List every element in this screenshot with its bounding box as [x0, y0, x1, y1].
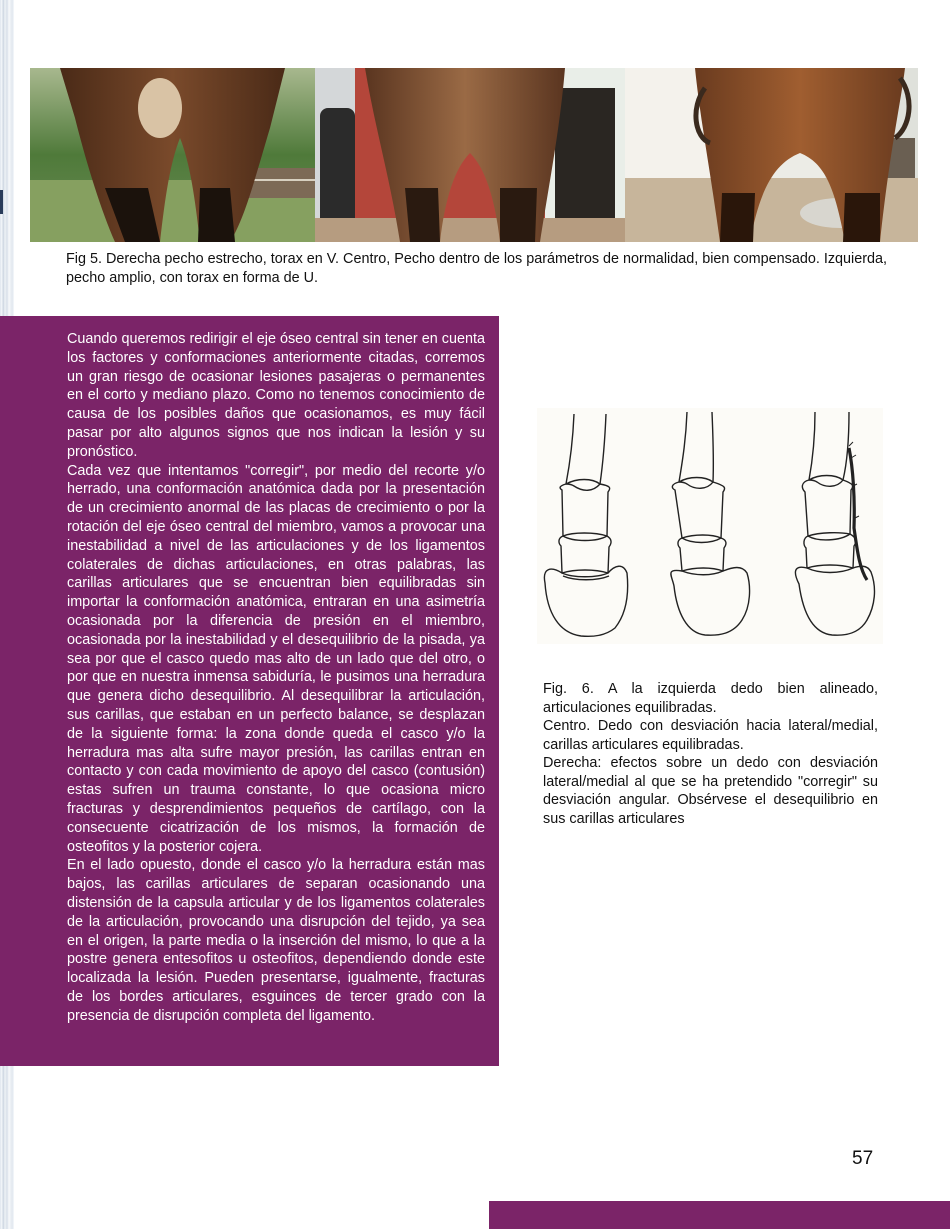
figure-5-caption: Fig 5. Derecha pecho estrecho, torax en V. Centro, Pecho dentro de los parámetros de normalidad, bien compensado. Izquierda, pecho amplio, con torax en forma de U. — [66, 251, 888, 286]
figure-6-caption-line: Fig. 6. A la izquierda dedo bien alineado, articulaciones equilibradas. — [543, 681, 878, 716]
body-paragraph: Cada vez que intentamos "corregir", por medio del recorte y/o herrado, una conformación anatómica dada por la presentación de un crecimiento anormal de las placas de crecimiento o por la rotación del eje óseo central del miembro, vamos a provocar una inestabilidad a nivel de las articulaciones y de los ligamentos colaterales de dichas articulaciones, en otras palabras, las carillas articulares que se encuentran bien equilibradas sin importar la conformación anatómica, entraran en una asimetría ocasionada por la diferencia de presión en el miembro, ocasionada por la inestabilidad y el desequilibrio de la pisada, ya sea por que el casco quedo mas alto de un lado que del otro, o por que en nuestra inmensa sabiduría, le pusimos una herradura que genera dicho desequilibrio. Al desequilibrar la articulación, sus carillas, que estaban en un perfecto balance, se desplazan de la siguiente forma: la zona donde queda el casco y/o la herradura mas alta sufre mayor presión, las carillas entran en contacto y con cada movimiento de apoyo del casco (contusión) estas sufren un trauma constante, lo que ocasiona micro fracturas y desprendimientos pequeños de cartílago, con la consecuente cicatrización de los mismos, la formación de osteofitos y la posterior cojera. — [67, 462, 485, 855]
figure-5-photo-strip — [30, 68, 918, 242]
spine-mark — [0, 190, 3, 214]
figure-6-caption-line: Centro. Dedo con desviación hacia lateral/medial, carillas articulares equilibradas. — [543, 718, 878, 753]
wide-chest-photo — [625, 68, 918, 242]
figure-6-caption — [543, 680, 878, 828]
figure-6-diagram — [537, 408, 883, 644]
body-text — [67, 330, 485, 1025]
normal-chest-photo — [315, 68, 625, 242]
body-paragraph: Cuando queremos redirigir el eje óseo central sin tener en cuenta los factores y conformaciones anteriormente citadas, corremos un gran riesgo de ocasionar lesiones pasajeras o permanentes en el corto y mediano plazo. Como no tenemos conocimiento de causa de los posibles daños que ocasionamos, es muy fácil pasar por alto algunos signos que nos indican la lesión y su pronóstico. — [67, 331, 485, 460]
figure-6-caption-line: Derecha: efectos sobre un dedo con desviación lateral/medial al que se ha pretendido "corregir" su desviación angular. Obsérvese el desequilibrio en sus carillas articulares — [543, 755, 878, 827]
body-paragraph: En el lado opuesto, donde el casco y/o la herradura están mas bajos, las carillas articulares de separan ocasionando una distensión de la capsula articular y de los ligamentos colaterales de la articulación, provocando una disrupción del tejido, ya sea en el origen, la parte media o la inserción del mismo, lo que a la postre genera entesofitos u osteofitos, dependiendo donde este localizada la lesión. Pueden presentarse, igualmente, fracturas de los bordes articulares, esguinces de tercer grado con la presencia de disrupción completa del ligamento. — [67, 857, 485, 1024]
page-number: 57 — [852, 1148, 874, 1169]
narrow-chest-photo — [30, 68, 315, 242]
footer-accent-bar — [489, 1201, 950, 1229]
